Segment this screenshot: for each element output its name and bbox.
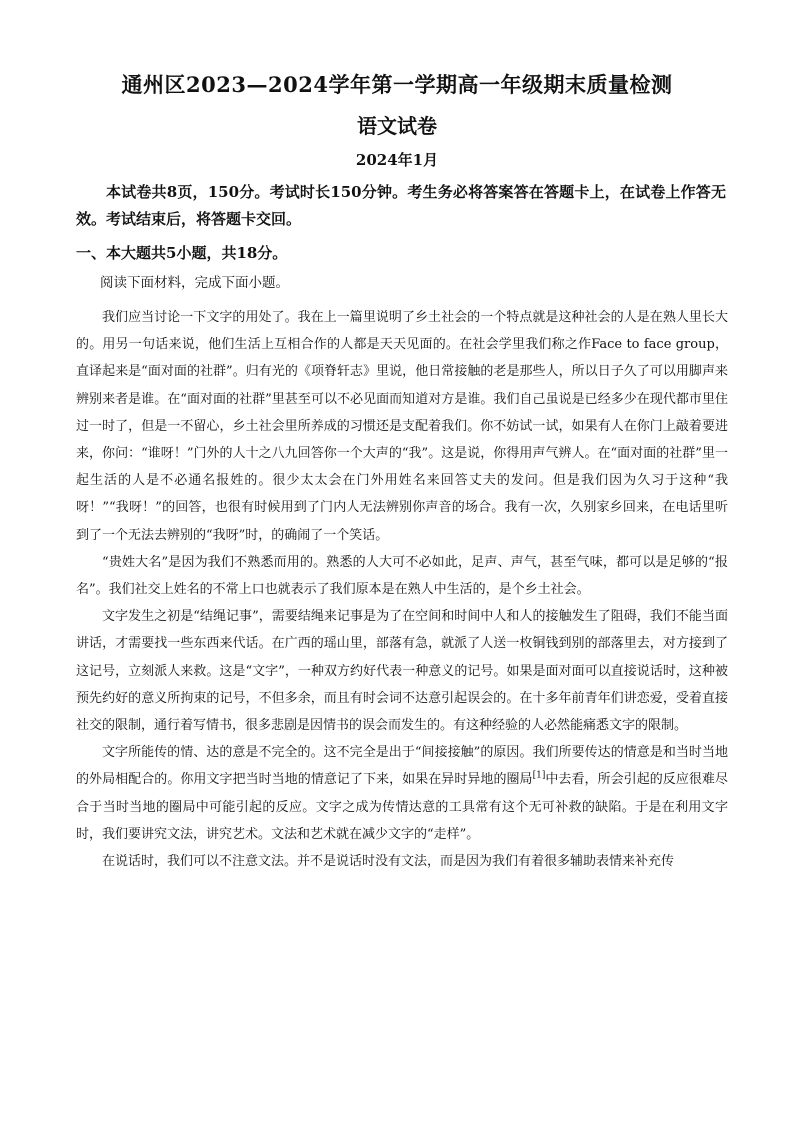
exam-subtitle: 语文试卷 — [357, 114, 437, 138]
exam-notice: 本试卷共8页，150分。考试时长150分钟。考生务必将答案答在答题卡上，在试卷上作答无效。考试结束后，将答题卡交回。 — [76, 183, 726, 228]
passage-paragraph-4-part-1: 文字所能传的情、达的意是不完全的。这不完全是出于“间接接触”的原因。我们所要传达的情意是和当时当地的外局相配合的。你用文字把当时当地的情意记了下来，如果在异时异地的圈局 — [76, 745, 728, 788]
section-heading: 一、本大题共5小题，共18分。 — [76, 244, 288, 262]
reading-passage — [76, 304, 728, 875]
exam-title: 通州区2023—2024学年第一学期高一年级期末质量检测 — [121, 72, 673, 97]
passage-paragraph-4 — [76, 739, 728, 848]
passage-paragraph-4-part-2: 中去看，所会引起的反应很难尽合于当时当地的圈局中可能引起的反应。文字之成为传情达意的工具常有这个无可补救的缺陷。于是在利用文字时，我们要讲究文法，讲究艺术。文法和艺术就在减少文字的“走样”。 — [76, 772, 728, 842]
passage-paragraph-1: 我们应当讨论一下文字的用处了。我在上一篇里说明了乡土社会的一个特点就是这种社会的人是在熟人里长大的。用另一句话来说，他们生活上互相合作的人都是天天见面的。在社会学里我们称之作Face to face group，直译起来是“面对面的社群”。归有光的《项脊轩志》里说，他日常接触的老是那些人，所以日子久了可以用脚声来辨别来者是谁。在“面对面的社群”里甚至可以不必见面而知道对方是谁。我们自己虽说是已经多少在现代都市里住过一时了，但是一不留心，乡土社会里所养成的习惯还是支配着我们。你不妨试一试，如果有人在你门上敲着要进来，你问：“谁呀！”门外的人十之八九回答你一个大声的“我”。这是说，你得用声气辨人。在“面对面的社群”里一起生活的人是不必通名报姓的。很少太太会在门外用姓名来回答丈夫的发问。但是我们因为久习于这种“我呀！”“我呀！”的回答，也很有时候用到了门内人无法辨别你声音的场合。我有一次，久别家乡回来，在电话里听到了一个无法去辨别的“我呀”时，的确闹了一个笑话。 — [76, 310, 728, 543]
passage-paragraph-2: “贵姓大名”是因为我们不熟悉而用的。熟悉的人大可不必如此，足声、声气，甚至气味，都可以是足够的“报名”。我们社交上姓名的不常上口也就表示了我们原本是在熟人中生活的，是个乡土社会。 — [76, 554, 728, 598]
reading-instruction: 阅读下面材料，完成下面小题。 — [100, 275, 289, 291]
passage-paragraph-5: 在说话时，我们可以不注意文法。并不是说话时没有文法，而是因为我们有着很多辅助表情来补充传 — [102, 854, 675, 870]
passage-paragraph-3: 文字发生之初是“结绳记事”，需要结绳来记事是为了在空间和时间中人和人的接触发生了阻碍，我们不能当面讲话，才需要找一些东西来代话。在广西的瑶山里，部落有急，就派了人送一枚铜钱到别的部落里去，对方接到了这记号，立刻派人来救。这是“文字”，一种双方约好代表一种意义的记号。如果是面对面可以直接说话时，这种被预先约好的意义所拘束的记号，不但多余，而且有时会词不达意引起误会的。在十多年前青年们讲恋爱，受着直接社交的限制，通行着写情书，很多悲剧是因情书的误会而发生的。有这种经验的人必然能痛悉文字的限制。 — [76, 609, 728, 734]
footnote-marker: [1] — [532, 771, 546, 782]
exam-date: 2024年1月 — [355, 151, 439, 169]
